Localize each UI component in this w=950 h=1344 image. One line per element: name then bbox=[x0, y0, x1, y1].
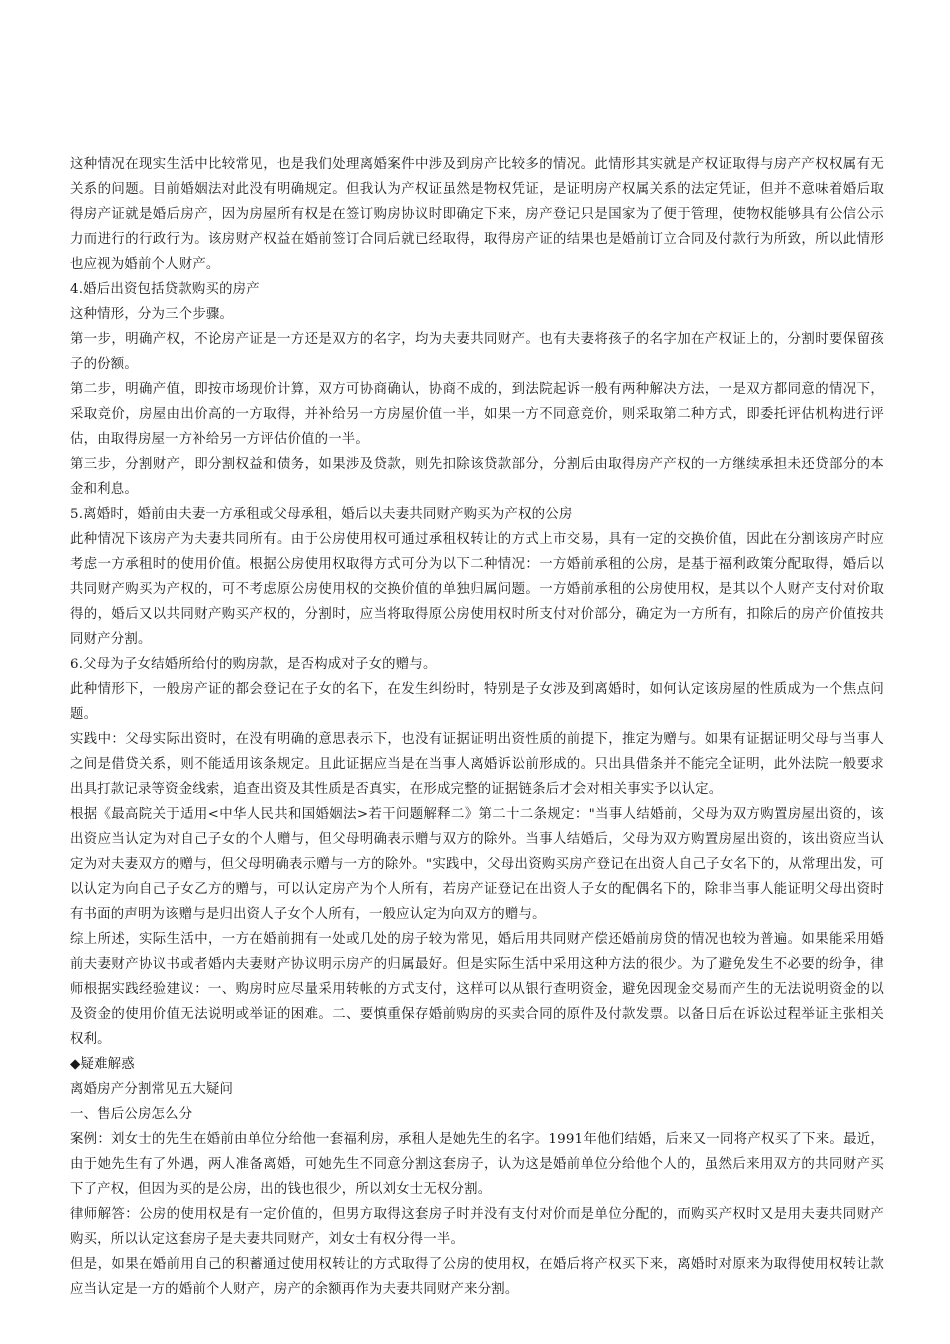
paragraph: 律师解答：公房的使用权是有一定价值的，但男方取得这套房子时并没有支付对价而是单位分配的，而购买产权时又是用夫妻共同财产购买，所以认定这套房子是夫妻共同财产，刘女士有权分得一半。 bbox=[70, 1207, 884, 1247]
paragraph: 综上所述，实际生活中，一方在婚前拥有一处或几处的房子较为常见，婚后用共同财产偿还婚前房贷的情况也较为普遍。如果能采用婚前夫妻财产协议书或者婚内夫妻财产协议明示房产的归属最好。但是实际生活中采用这种方法的很少。为了避免发生不必要的纷争，律师根据实践经验建议：一、购房时应尽量采用转帐的方式支付，这样可以从银行查明资金，避免因现金交易而产生的无法说明资金的以及资金的使用价值无法说明或举证的困难。二、要慎重保存婚前购房的买卖合同的原件及付款发票。以备日后在诉讼过程举证主张相关权利。 bbox=[70, 932, 884, 1047]
document-body bbox=[70, 152, 884, 1302]
section-heading: 4.婚后出资包括贷款购买的房产 bbox=[70, 282, 260, 297]
paragraph: 但是，如果在婚前用自己的积蓄通过使用权转让的方式取得了公房的使用权，在婚后将产权买下来，离婚时对原来为取得使用权转让款应当认定是一方的婚前个人财产，房产的余额再作为夫妻共同财产来分割。 bbox=[70, 1257, 884, 1297]
section-heading: 离婚房产分割常见五大疑问 bbox=[70, 1082, 234, 1097]
paragraph: 根据《最高院关于适用<中华人民共和国婚姻法>若干问题解释二》第二十二条规定："当事人结婚前，父母为双方购置房屋出资的，该出资应当认定为对自己子女的个人赠与，但父母明确表示赠与双方的除外。当事人结婚后，父母为双方购置房屋出资的，该出资应当认定为对夫妻双方的赠与，但父母明确表示赠与一方的除外。"实践中，父母出资购买房产登记在出资人自己子女名下的，从常理出发，可以认定为向自己子女乙方的赠与，可以认定房产为个人所有，若房产证登记在出资人子女的配偶名下的，除非当事人能证明父母出资时有书面的声明为该赠与是归出资人子女个人所有，一般应认定为向双方的赠与。 bbox=[70, 807, 884, 922]
section-heading: ◆疑难解惑 bbox=[70, 1057, 135, 1072]
paragraph: 此种情形下，一般房产证的都会登记在子女的名下，在发生纠纷时，特别是子女涉及到离婚时，如何认定该房屋的性质成为一个焦点问题。 bbox=[70, 682, 884, 722]
paragraph: 这种情形，分为三个步骤。 bbox=[70, 307, 234, 322]
section-heading: 6.父母为子女结婚所给付的购房款，是否构成对子女的赠与。 bbox=[70, 657, 437, 672]
paragraph: 实践中：父母实际出资时，在没有明确的意思表示下，也没有证据证明出资性质的前提下，推定为赠与。如果有证据证明父母与当事人之间是借贷关系，则不能适用该条规定。且此证据应当是在当事人离婚诉讼前形成的。只出具借条并不能完全证明，此外法院一般要求出具打款记录等资金线索，追查出资及其性质是否真实，在形成完整的证据链条后才会对相关事实予以认定。 bbox=[70, 732, 884, 797]
paragraph: 案例：刘女士的先生在婚前由单位分给他一套福利房，承租人是她先生的名字。1991年他们结婚，后来又一同将产权买了下来。最近，由于她先生有了外遇，两人准备离婚，可她先生不同意分割这套房子，认为这是婚前单位分给他个人的，虽然后来用双方的共同财产买下了产权，但因为买的是公房，出的钱也很少，所以刘女士无权分割。 bbox=[70, 1132, 884, 1197]
paragraph: 此种情况下该房产为夫妻共同所有。由于公房使用权可通过承租权转让的方式上市交易，具有一定的交换价值，因此在分割该房产时应考虑一方承租时的使用价值。根据公房使用权取得方式可分为以下二种情况：一方婚前承租的公房，是基于福利政策分配取得，婚后以共同财产购买为产权的，可不考虑原公房使用权的交换价值的单独归属问题。一方婚前承租的公房使用权，是其以个人财产支付对价取得的，婚后又以共同财产购买产权的，分割时，应当将取得原公房使用权时所支付对价部分，确定为一方所有，扣除后的房产价值按共同财产分割。 bbox=[70, 532, 884, 647]
paragraph: 第二步，明确产值，即按市场现价计算，双方可协商确认，协商不成的，到法院起诉一般有两种解决方法，一是双方都同意的情况下，采取竞价，房屋由出价高的一方取得，并补给另一方房屋价值一半，如果一方不同意竞价，则采取第二种方式，即委托评估机构进行评估，由取得房屋一方补给另一方评估价值的一半。 bbox=[70, 382, 884, 447]
section-heading: 一、售后公房怎么分 bbox=[70, 1107, 193, 1122]
paragraph: 第一步，明确产权，不论房产证是一方还是双方的名字，均为夫妻共同财产。也有夫妻将孩子的名字加在产权证上的，分割时要保留孩子的份额。 bbox=[70, 332, 884, 372]
section-heading: 5.离婚时，婚前由夫妻一方承租或父母承租，婚后以夫妻共同财产购买为产权的公房 bbox=[70, 507, 573, 522]
paragraph: 第三步，分割财产，即分割权益和债务，如果涉及贷款，则先扣除该贷款部分，分割后由取得房产产权的一方继续承担未还贷部分的本金和利息。 bbox=[70, 457, 884, 497]
paragraph: 这种情况在现实生活中比较常见，也是我们处理离婚案件中涉及到房产比较多的情况。此情形其实就是产权证取得与房产产权权属有无关系的问题。目前婚姻法对此没有明确规定。但我认为产权证虽然是物权凭证，是证明房产权属关系的法定凭证，但并不意味着婚后取得房产证就是婚后房产，因为房屋所有权是在签订购房协议时即确定下来，房产登记只是国家为了便于管理，使物权能够具有公信公示力而进行的行政行为。该房财产权益在婚前签订合同后就已经取得，取得房产证的结果也是婚前订立合同及付款行为所致，所以此情形也应视为婚前个人财产。 bbox=[70, 157, 884, 272]
